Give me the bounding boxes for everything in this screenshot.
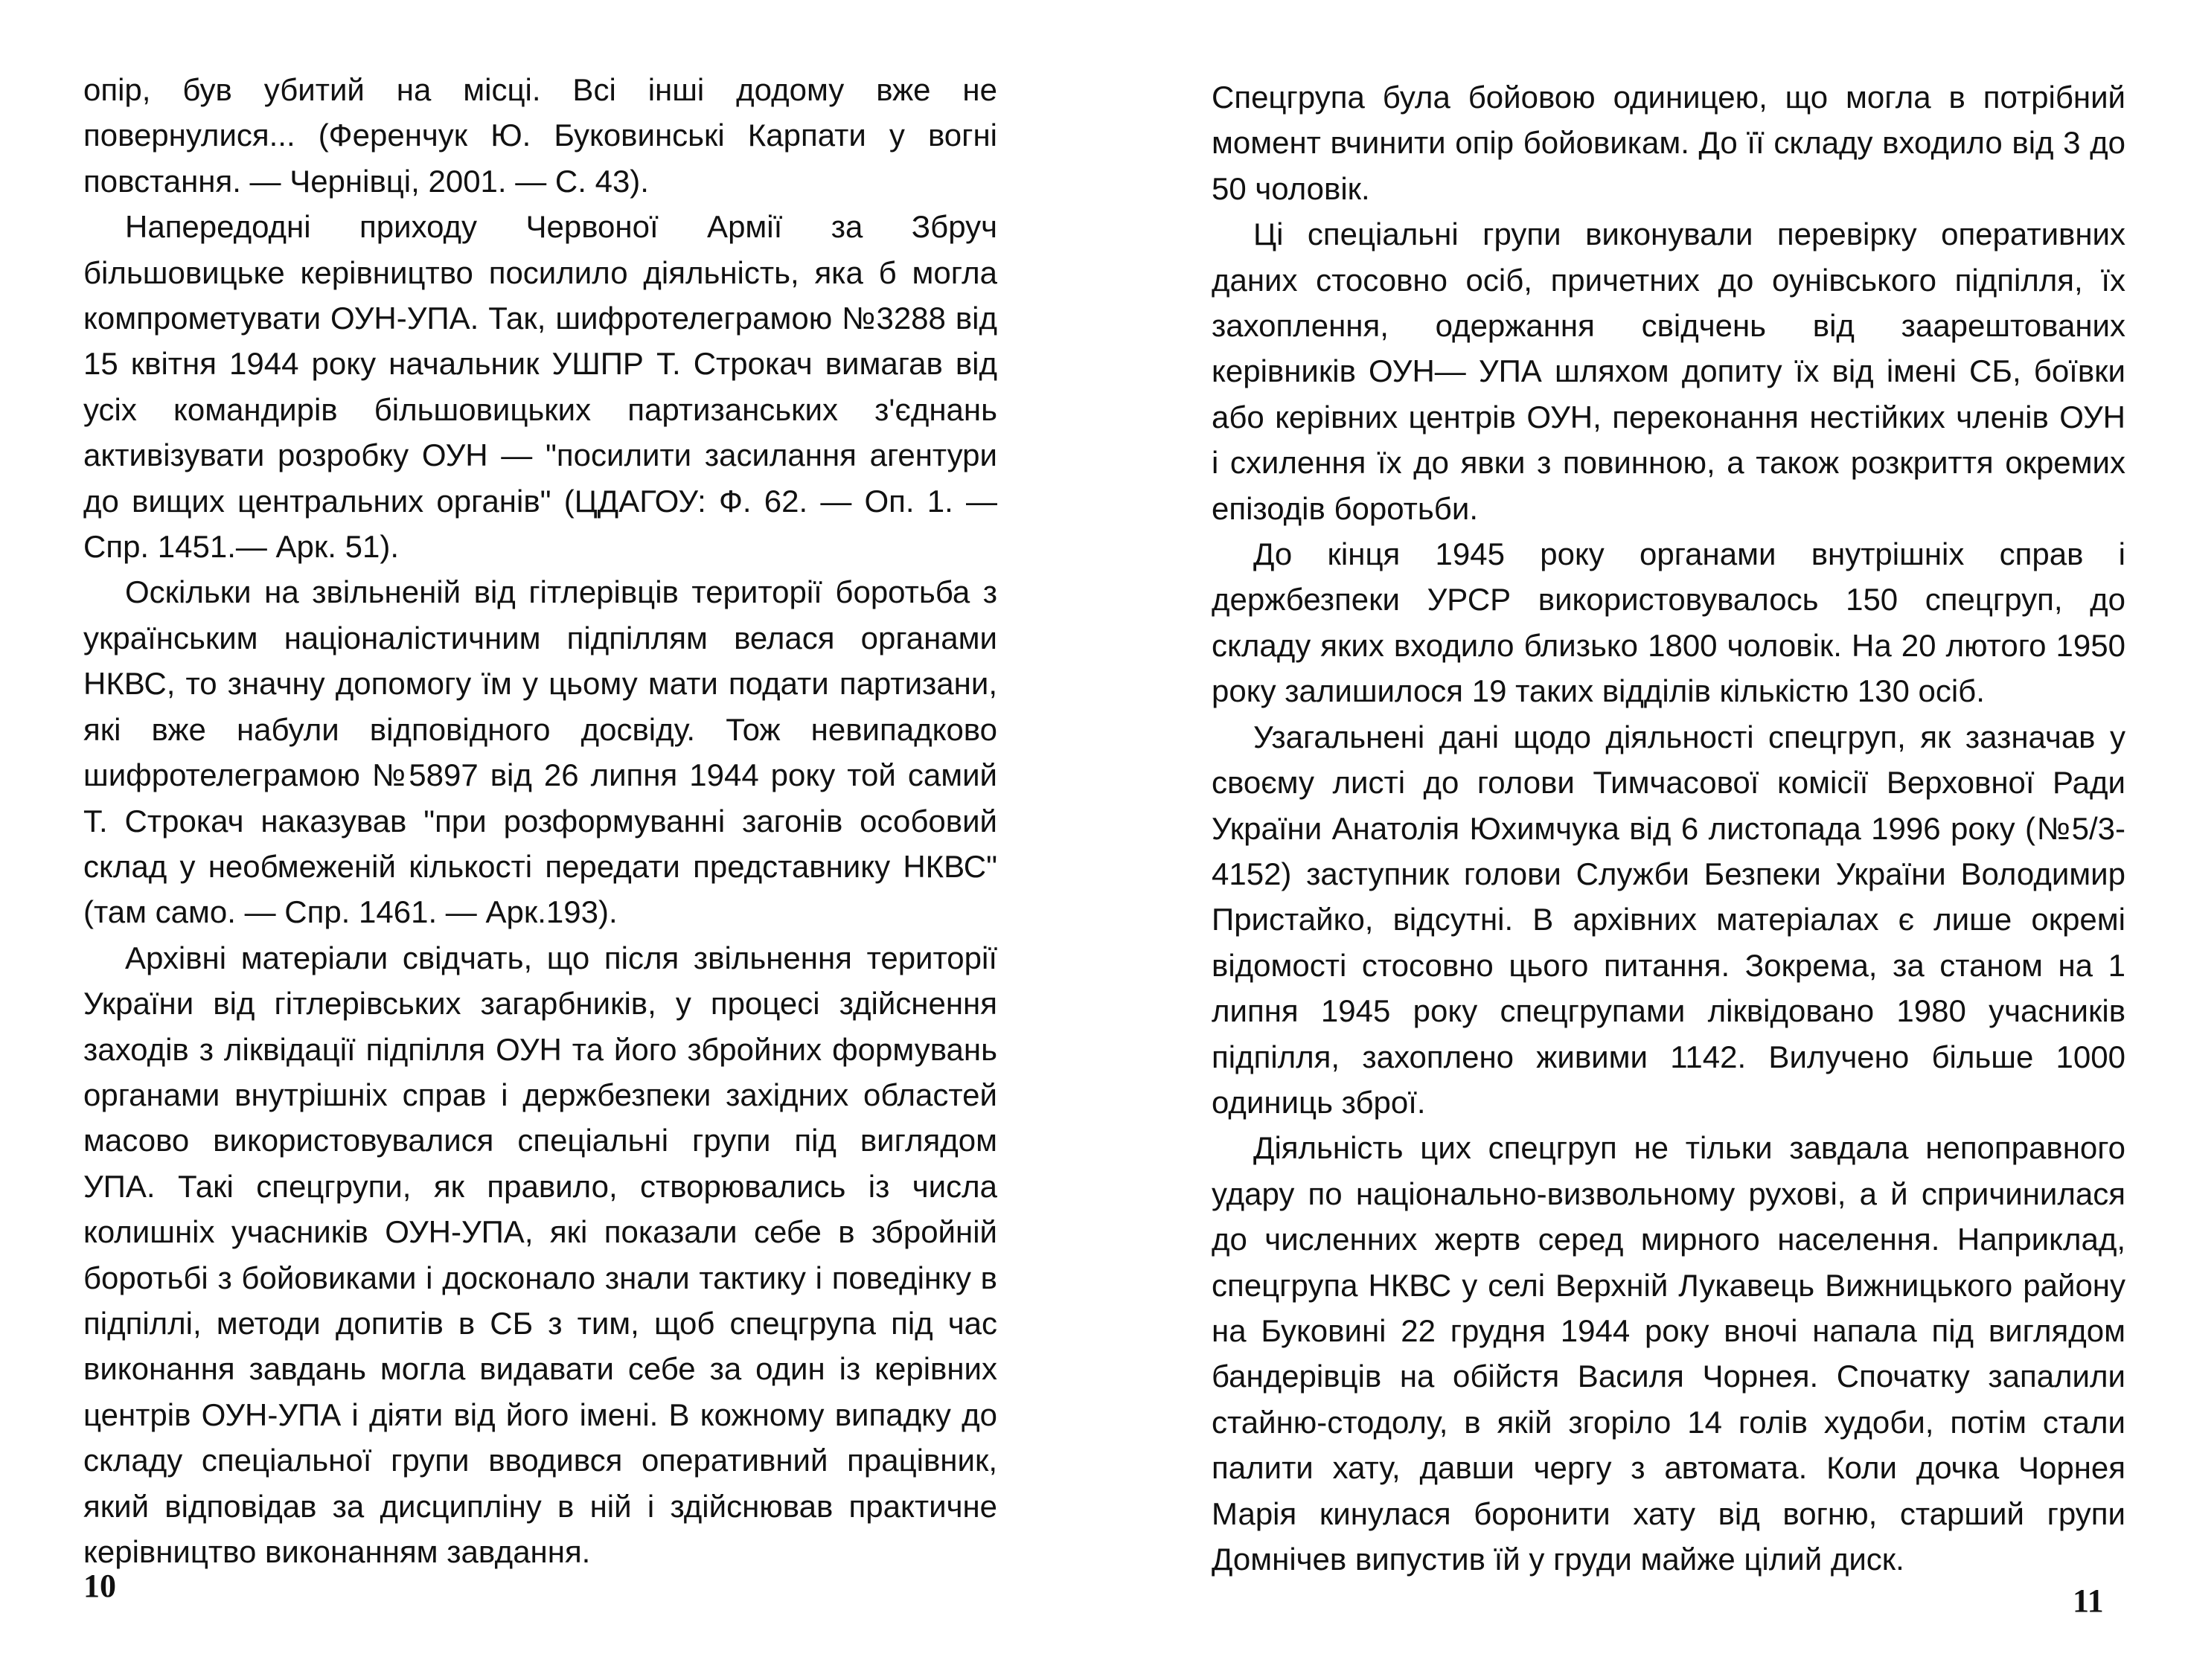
paragraph: Оскільки на звільненій від гітлерівців території боротьба з українським націоналістичним підпіллям велася органами НКВС, то значну допомогу їм у цьому мати подати партизани, які вже набули відповідного досвіду. Тож невипадково шифротелеграмою №5897 від 26 липня 1944 року той самий Т. Строкач наказував "при розформуванні загонів особовий склад у необмеженій кількості передати представнику НКВС" (там само. — Спр. 1461. — Арк.193). [83, 574, 997, 930]
paragraph: До кінця 1945 року органами внутрішніх справ і держбезпеки УРСР використовувалось 150 спецгруп, до складу яких входило близько 1800 чоловік. На 20 лютого 1950 року залишилося 19 таких відділів кількістю 130 осіб. [1212, 536, 2125, 709]
right-page [1094, 0, 2188, 1680]
paragraph: Ці спеціальні групи виконували перевірку оперативних даних стосовно осіб, причетних до оунівського підпілля, їх захоплення, одержання свідчень від заарештованих керівників ОУН— УПА шляхом допиту їх від імені СБ, боївки або керівних центрів ОУН, переконання нестійких членів ОУН і схилення їх до явки з повинною, а також розкриття окремих епізодів боротьби. [1212, 217, 2125, 526]
left-page-text [83, 67, 997, 1574]
paragraph: Діяльність цих спецгруп не тільки завдала непоправного удару по національно-визвольному рухові, а й спричинилася до численних жертв серед мирного населення. Наприклад, спецгрупа НКВС у селі Верхній Лукавець Вижницького району на Буковині 22 грудня 1944 року вночі напала під виглядом бандерівців на обійстя Василя Чорнея. Спочатку запалили стайню-стодолу, в якій згоріло 14 голів худоби, потім стали палити хату, давши чергу з автомата. Коли дочка Чорнея Марія кинулася боронити хату від вогню, старший групи Домнічев випустив їй у груди майже цілий диск. [1212, 1130, 2125, 1577]
paragraph: Архівні матеріали свідчать, що після звільнення території України від гітлерівських загарбників, у процесі здійснення заходів з ліквідації підпілля ОУН та його збройних формувань органами внутрішніх справ і держбезпеки західних областей масово використовувалися спеціальні групи під виглядом УПА. Такі спецгрупи, як правило, створювались із числа колишніх учасників ОУН-УПА, які показали себе в збройній боротьбі з бойовиками і досконало знали тактику і поведінку в підпіллі, методи допитів в СБ з тим, щоб спецгрупа під час виконання завдань могла видавати себе за один із керівних центрів ОУН-УПА і діяти від його імені. В кожному випадку до складу спеціальної групи вводився оперативний працівник, який відповідав за дисципліну в ній і здійснював практичне керівництво виконанням завдання. [83, 940, 997, 1569]
page-number-right: 11 [2073, 1583, 2104, 1619]
page-number-left: 10 [83, 1568, 116, 1604]
paragraph: Узагальнені дані щодо діяльності спецгруп, як зазначав у своєму листі до голови Тимчасової комісії Верховної Ради України Анатолія Юхимчука від 6 листопада 1996 року (№5/3-4152) заступник голови Служби Безпеки України Володимир Пристайко, відсутні. В архівних матеріалах є лише окремі відомості стосовно цього питання. Зокрема, за станом на 1 липня 1945 року спецгрупами ліквідовано 1980 учасників підпілля, захоплено живими 1142. Вилучено більше 1000 одиниць зброї. [1212, 719, 2125, 1120]
right-page-text [1212, 74, 2125, 1582]
paragraph: опір, був убитий на місці. Всі інші додому вже не повернулися... (Ференчук Ю. Буковинські Карпати у вогні повстання. — Чернівці, 2001. — С. 43). [83, 72, 997, 199]
paragraph: Спецгрупа була бойовою одиницею, що могла в потрібний момент вчинити опір бойовикам. До її складу входило від 3 до 50 чоловік. [1212, 80, 2125, 206]
paragraph: Напередодні приходу Червоної Армії за Збруч більшовицьке керівництво посилило діяльність, яка б могла компрометувати ОУН-УПА. Так, шифротелеграмою №3288 від 15 квітня 1944 року начальник УШПР Т. Строкач вимагав від усіх командирів більшовицьких партизанських з'єднань активізувати розробку ОУН — "посилити засилання агентури до вищих центральних органів" (ЦДАГОУ: Ф. 62. — Оп. 1. — Спр. 1451.— Арк. 51). [83, 209, 997, 565]
